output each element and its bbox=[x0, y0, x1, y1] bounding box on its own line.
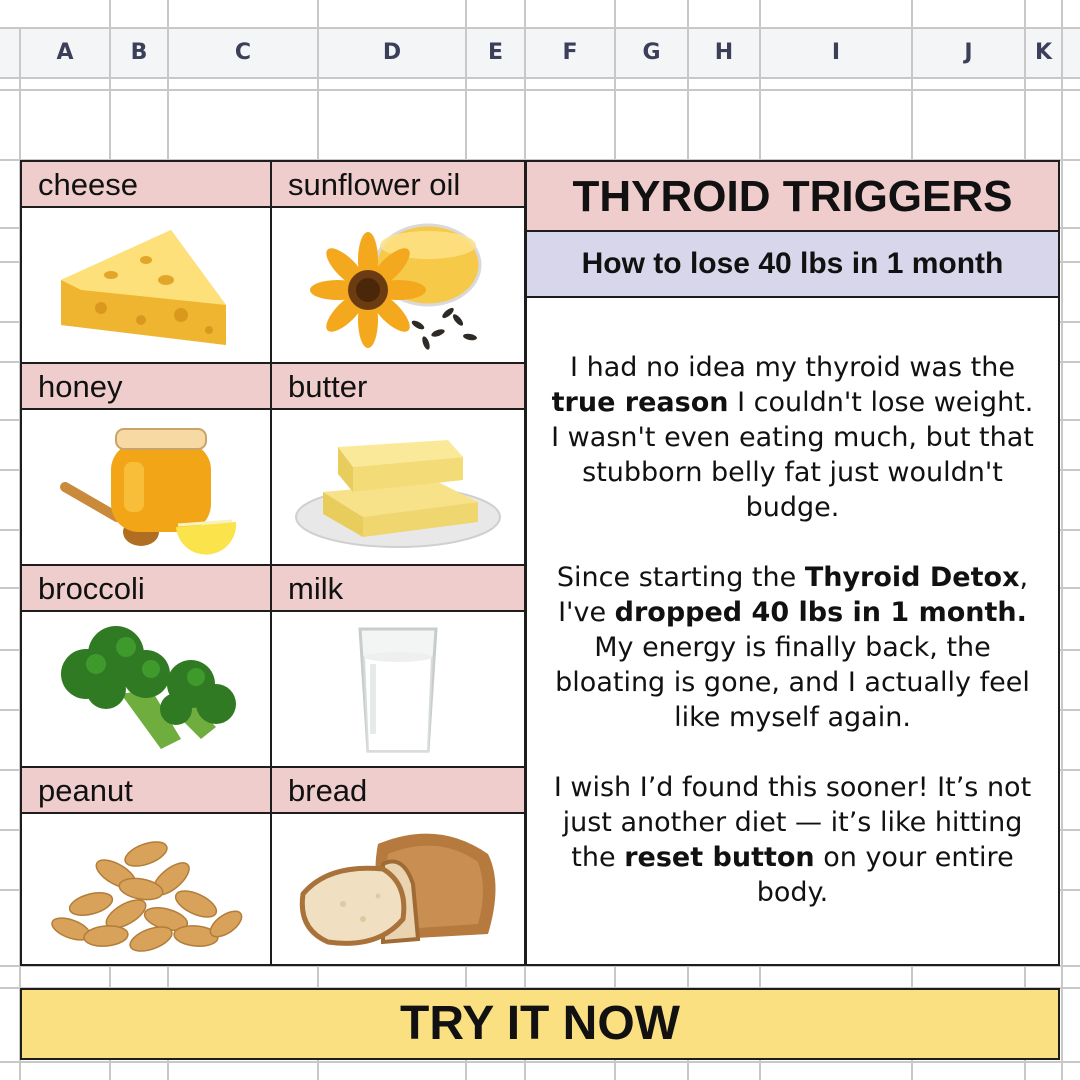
column-header-k[interactable]: K bbox=[1034, 40, 1053, 65]
column-header-b[interactable]: B bbox=[130, 40, 148, 65]
column-header-c[interactable]: C bbox=[234, 40, 252, 65]
column-header-i[interactable]: I bbox=[831, 40, 841, 65]
food-label-honey: honey bbox=[20, 362, 272, 410]
food-label-cheese: cheese bbox=[20, 160, 272, 208]
peanuts-icon bbox=[20, 812, 272, 966]
column-header-d[interactable]: D bbox=[382, 40, 402, 65]
food-label-butter: butter bbox=[270, 362, 526, 410]
food-label-bread: bread bbox=[270, 766, 526, 814]
column-header-e[interactable]: E bbox=[487, 40, 504, 65]
broccoli-icon bbox=[20, 610, 272, 768]
column-header-f[interactable]: F bbox=[562, 40, 578, 65]
page-subtitle: How to lose 40 lbs in 1 month bbox=[525, 230, 1060, 298]
sunflower-oil-icon bbox=[270, 206, 526, 364]
bread-icon bbox=[270, 812, 526, 966]
food-label-peanut: peanut bbox=[20, 766, 272, 814]
food-label-broccoli: broccoli bbox=[20, 564, 272, 612]
testimonial-paragraph-1: I had no idea my thyroid was the true reason I couldn't lose weight. I wasn't even eating much, but that stubborn belly fat just wouldn't budge. bbox=[551, 352, 1034, 523]
butter-icon bbox=[270, 408, 526, 566]
column-header-a[interactable]: A bbox=[56, 40, 74, 65]
cheese-icon bbox=[20, 206, 272, 364]
column-header-j[interactable]: J bbox=[964, 40, 973, 65]
column-header-h[interactable]: H bbox=[714, 40, 734, 65]
milk-glass-icon bbox=[270, 610, 526, 768]
column-header-g[interactable]: G bbox=[642, 40, 661, 65]
testimonial-paragraph-3: I wish I’d found this sooner! It’s not just another diet — it’s like hitting the reset button on your entire body. bbox=[553, 772, 1032, 908]
honey-jar-icon bbox=[20, 408, 272, 566]
testimonial-text bbox=[525, 296, 1060, 966]
food-label-milk: milk bbox=[270, 564, 526, 612]
page-title: THYROID TRIGGERS bbox=[525, 160, 1060, 232]
testimonial-paragraph-2: Since starting the Thyroid Detox, I've dropped 40 lbs in 1 month. My energy is finally back, the bloating is gone, and I actually feel like myself again. bbox=[555, 562, 1030, 733]
food-label-sunflower-oil: sunflower oil bbox=[270, 160, 526, 208]
try-it-now-button[interactable]: TRY IT NOW bbox=[20, 988, 1060, 1060]
